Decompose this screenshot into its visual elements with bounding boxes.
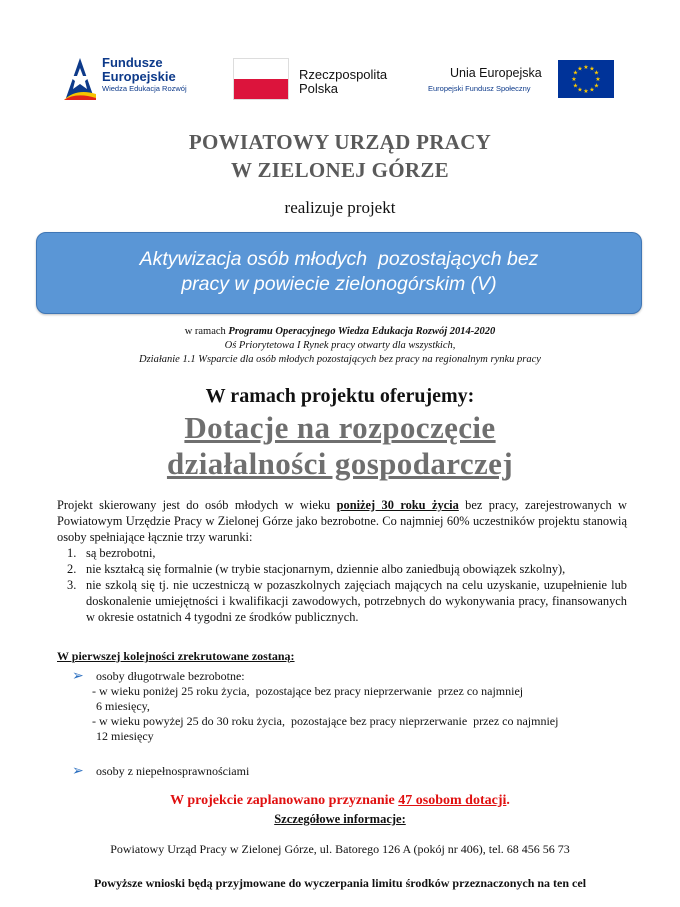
project-banner (36, 232, 642, 314)
banner-line1: Aktywizacja osób młodych pozostających bez (139, 248, 539, 270)
svg-text:★: ★ (583, 88, 589, 95)
svg-text:★: ★ (593, 69, 600, 77)
age-highlight: poniżej 30 roku życia (336, 498, 459, 512)
svg-text:★: ★ (572, 69, 579, 77)
program-action: Działanie 1.1 Wsparcie dla osób młodych pozostających bez pracy na regionalnym rynku pracy (139, 354, 541, 365)
office-address: Powiatowy Urząd Pracy w Zielonej Górze, ul. Batorego 126 A (pokój nr 406), tel. 68 456 56 73 (110, 842, 570, 856)
bullet-title: osoby długotrwale bezrobotne: (96, 669, 245, 683)
offer-title-line1: Dotacje na rozpoczęcie (184, 410, 496, 445)
list-item: 2. nie kształcą się formalnie (w trybie stacjonarnym, dziennie albo zaniedbują obowiązek szkolny), (67, 562, 566, 576)
conditions-list (57, 545, 627, 625)
office-title-line2: W ZIELONEJ GÓRZE (231, 158, 449, 182)
fe-logo-line2: Europejskie (102, 68, 176, 84)
bullet-line: 12 miesięcy (96, 729, 154, 743)
polish-flag-icon (233, 58, 289, 100)
priority-bullet-long-term (72, 669, 632, 744)
svg-text:★: ★ (572, 82, 579, 90)
svg-text:★: ★ (577, 65, 583, 73)
fe-logo-line3: Wiedza Edukacja Rozwój (102, 84, 187, 94)
ue-logo-line2: Europejski Fundusz Społeczny (428, 84, 531, 93)
priority-heading: W pierwszej kolejności zrekrutowane zostaną: (57, 649, 295, 663)
unia-europejska-logo (428, 58, 618, 102)
chevron-right-icon: ➢ (72, 764, 84, 779)
description-part2: bez pracy, zarejestrowanych w Powiatowym Urzędzie Pracy w Zielonej Górze jako bezrobotne. Co najmniej 60% uczestników projektu stanowią osoby spełniające łącznie trzy warunki: (57, 498, 627, 544)
project-description (57, 497, 627, 625)
chevron-right-icon: ➢ (72, 669, 84, 684)
details-heading: Szczegółowe informacje: (274, 812, 406, 826)
fundusze-europejskie-logo (62, 52, 212, 104)
ue-logo-line1: Unia Europejska (450, 66, 542, 80)
svg-text:★: ★ (595, 76, 601, 83)
rzeczpospolita-polska-logo (233, 58, 403, 102)
program-prefix: w ramach (184, 326, 229, 337)
subtitle: realizuje projekt (284, 198, 396, 217)
svg-text:★: ★ (589, 65, 595, 73)
offer-heading: W ramach projektu oferujemy: (205, 385, 475, 407)
offer-title (0, 410, 680, 482)
svg-text:★: ★ (577, 86, 583, 94)
footer-note: Powyższe wnioski będą przyjmowane do wyczerpania limitu środków przeznaczonych na ten cel (93, 876, 587, 890)
plan-suffix: . (506, 793, 510, 808)
rp-logo-line2: Polska (299, 80, 339, 96)
svg-text:★: ★ (593, 82, 600, 90)
bullet-line: 6 miesięcy, (96, 699, 150, 713)
offer-title-line2: działalności gospodarczej (166, 446, 514, 481)
program-info (0, 325, 680, 367)
plan-highlight: 47 osobom dotacji (398, 793, 507, 808)
description-part1: Projekt skierowany jest do osób młodych w wieku (57, 498, 337, 512)
bullet-line: - w wieku poniżej 25 roku życia, pozostające bez pracy nieprzerwanie przez co najmniej (92, 684, 524, 698)
bullet-line: - w wieku powyżej 25 do 30 roku życia, pozostające bez pracy nieprzerwanie przez co najmniej (92, 714, 559, 728)
plan-statement (0, 793, 680, 809)
list-item: 3. nie szkolą się tj. nie uczestniczą w pozaszkolnych zajęciach mających na celu uzyskanie, uzupełnienie lub doskonalenie umiejętności i kwalifikacji zawodowych, potrzebnych do wykonywania pracy, finansowanych w okresie ostatnich 4 tygodni ze środków publicznych. (67, 578, 627, 624)
plan-prefix: W projekcie zaplanowano przyznanie (170, 793, 399, 808)
svg-text:★: ★ (589, 86, 595, 94)
program-axis: Oś Priorytetowa I Rynek pracy otwarty dla wszystkich, (224, 340, 456, 351)
rp-logo-line1: Rzeczpospolita (299, 67, 388, 82)
svg-text:★: ★ (583, 64, 589, 71)
office-title-line1: POWIATOWY URZĄD PRACY (188, 130, 492, 154)
banner-line2: pracy w powiecie zielonogórskim (V) (181, 273, 497, 295)
bullet-title: osoby z niepełnosprawnościami (96, 764, 250, 778)
svg-text:★: ★ (571, 76, 577, 83)
fe-logo-line1: Fundusze (102, 55, 163, 70)
priority-bullet-disabled (72, 764, 249, 779)
list-item: 1. są bezrobotni, (67, 546, 156, 560)
program-name: Programu Operacyjnego Wiedza Edukacja Rozwój 2014-2020 (228, 326, 496, 337)
fe-star-icon (62, 54, 98, 102)
eu-flag-icon (558, 60, 614, 98)
